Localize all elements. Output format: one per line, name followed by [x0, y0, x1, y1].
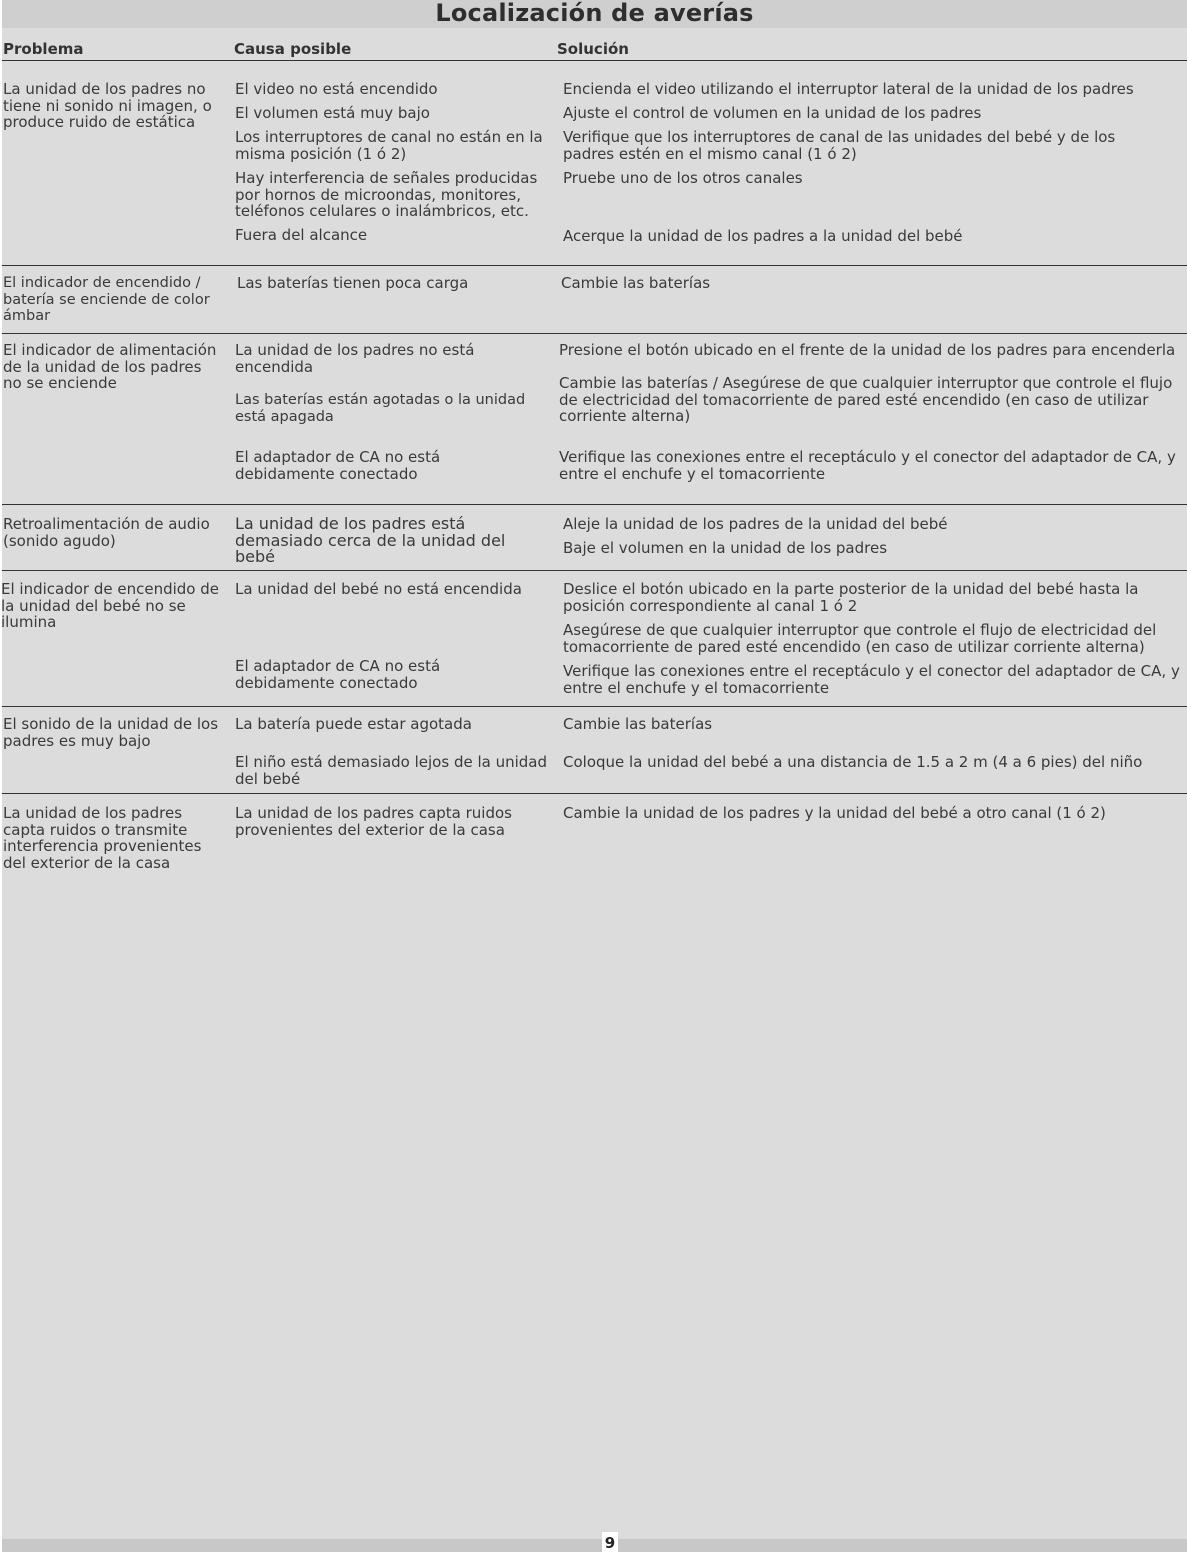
problem-2: El indicador de encendido / batería se enciende de color ámbar [3, 275, 210, 324]
solution-6-2: Coloque la unidad del bebé a una distancia de 1.5 a 2 m (4 a 6 pies) del niño [563, 753, 1143, 771]
solution-1-4: Pruebe uno de los otros canales [563, 169, 803, 187]
page-number: 9 [602, 1532, 618, 1552]
row-divider [2, 265, 1187, 266]
row-divider [2, 706, 1187, 707]
row-divider [2, 570, 1187, 571]
cause-1-5: Fuera del alcance [235, 226, 368, 244]
problem-1: La unidad de los padres no tiene ni sonido ni imagen, o produce ruido de estática [3, 80, 212, 131]
solution-2-1: Cambie las baterías [561, 274, 711, 292]
cause-1-1: El video no está encendido [235, 80, 438, 98]
cause-1-2: El volumen está muy bajo [235, 104, 430, 122]
row-divider [2, 793, 1187, 794]
solution-3-1: Presione el botón ubicado en el frente de la unidad de los padres para encenderla [559, 341, 1176, 359]
problem-6: El sonido de la unidad de los padres es muy bajo [3, 715, 219, 750]
solution-1-1: Encienda el video utilizando el interruptor lateral de la unidad de los padres [563, 80, 1134, 98]
solution-5-1: Deslice el botón ubicado en la parte posterior de la unidad del bebé hasta la posición correspondiente al canal 1 ó 2 [563, 580, 1139, 615]
solution-3-2: Cambie las baterías / Asegúrese de que cualquier interruptor que controle el flujo de electricidad del tomacorriente de pared esté encendido (en caso de utilizar corriente alterna) [559, 374, 1173, 425]
cause-6-1: La batería puede estar agotada [235, 715, 472, 733]
title-bar [2, 0, 1187, 28]
cause-3-1: La unidad de los padres no está encendida [235, 341, 475, 376]
cause-7-1: La unidad de los padres capta ruidos provenientes del exterior de la casa [235, 804, 512, 839]
cause-1-4: Hay interferencia de señales producidas por hornos de microondas, monitores, teléfonos celulares o inalámbricos, etc. [235, 169, 538, 220]
solution-3-3: Verifique las conexiones entre el receptáculo y el conector del adaptador de CA, y entre el enchufe y el tomacorriente [559, 448, 1176, 483]
cause-5-2: El adaptador de CA no está debidamente conectado [235, 657, 441, 692]
header-cause: Causa posible [234, 40, 352, 58]
problem-4: Retroalimentación de audio (sonido agudo) [3, 515, 210, 550]
solution-4-1: Aleje la unidad de los padres de la unidad del bebé [563, 515, 948, 533]
solution-7-1: Cambie la unidad de los padres y la unidad del bebé a otro canal (1 ó 2) [563, 804, 1106, 822]
solution-1-2: Ajuste el control de volumen en la unidad de los padres [563, 104, 982, 122]
problem-7: La unidad de los padres capta ruidos o transmite interferencia provenientes del exterior de la casa [3, 804, 202, 872]
solution-1-3: Verifique que los interruptores de canal de las unidades del bebé y de los padres estén en el mismo canal (1 ó 2) [563, 128, 1116, 163]
problem-3: El indicador de alimentación de la unidad de los padres no se enciende [3, 341, 217, 392]
solution-1-5: Acerque la unidad de los padres a la unidad del bebé [563, 227, 963, 245]
solution-5-2: Asegúrese de que cualquier interruptor que controle el flujo de electricidad del tomacorriente de pared esté encendido (en caso de utilizar corriente alterna) [563, 621, 1157, 656]
cause-4-1: La unidad de los padres está demasiado cerca de la unidad del bebé [235, 514, 506, 566]
cause-2-1: Las baterías tienen poca carga [237, 274, 469, 292]
cause-1-3: Los interruptores de canal no están en la misma posición (1 ó 2) [235, 128, 543, 163]
solution-4-2: Baje el volumen en la unidad de los padres [563, 539, 888, 557]
cause-6-2: El niño está demasiado lejos de la unidad del bebé [235, 753, 548, 788]
solution-6-1: Cambie las baterías [563, 715, 713, 733]
solution-5-3: Verifique las conexiones entre el receptáculo y el conector del adaptador de CA, y entre el enchufe y el tomacorriente [563, 662, 1180, 697]
cause-3-3: El adaptador de CA no está debidamente conectado [235, 448, 441, 483]
row-divider [2, 504, 1187, 505]
footer-bar [2, 1539, 1187, 1552]
header-divider [2, 60, 1187, 61]
header-solution: Solución [557, 40, 629, 58]
row-divider [2, 333, 1187, 334]
page-title: Localización de averías [435, 0, 754, 27]
problem-5: El indicador de encendido de la unidad del bebé no se ilumina [1, 580, 219, 631]
header-problem: Problema [3, 40, 84, 58]
cause-3-2: Las baterías están agotadas o la unidad está apagada [235, 392, 526, 425]
cause-5-1: La unidad del bebé no está encendida [235, 580, 522, 598]
